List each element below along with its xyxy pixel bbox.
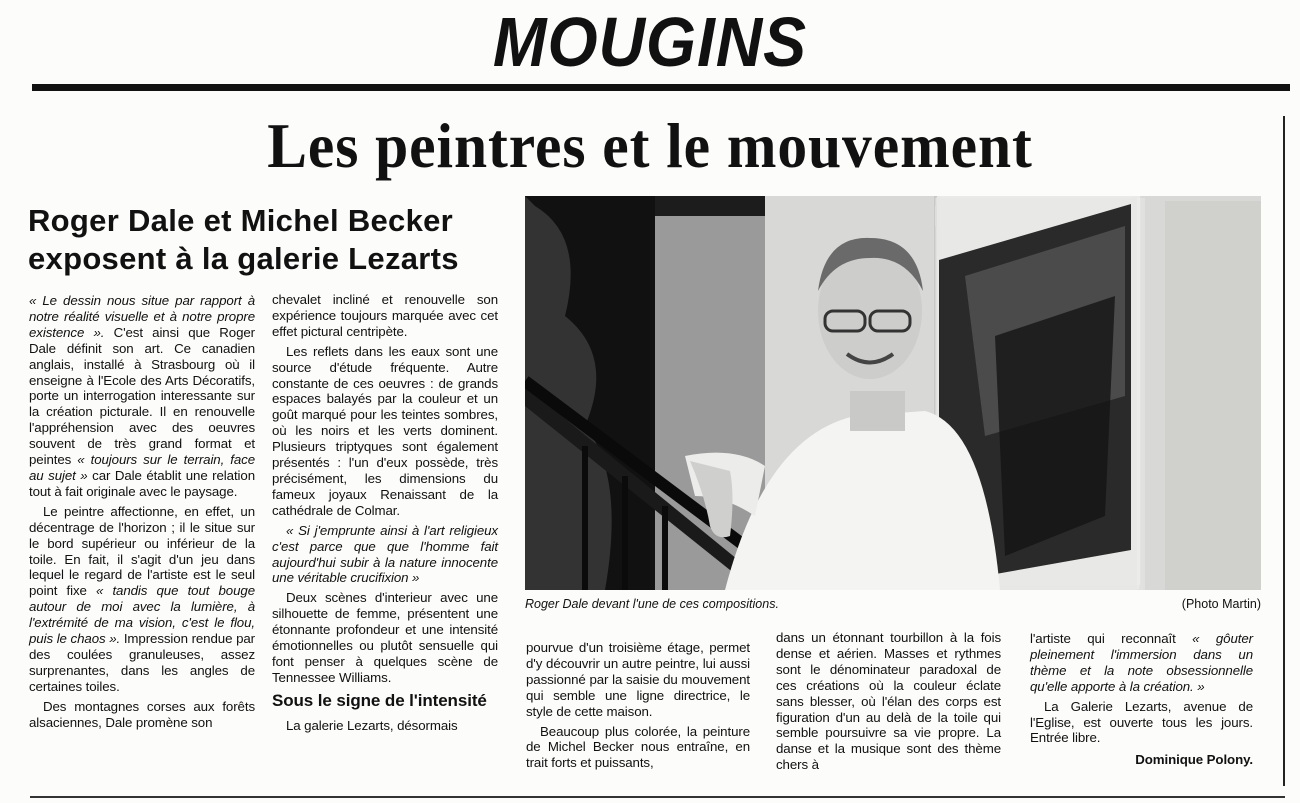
quote: « gôuter pleinement l'immersion dans un thème et la note obsessionnelle qu'elle apporte à la création. » bbox=[1030, 631, 1253, 694]
article-column-3 bbox=[526, 640, 750, 775]
paragraph: Les reflets dans les eaux sont une source d'étude fréquente. Autre constante de ces oeuvres : de grands espaces balayés par la couleur et un goût marqué pour les teintes sombres, où les noirs et les verts dominent. Plusieurs triptyques sont également présentés : l'un d'eux possède, très précisément, les dimensions du fameux joyaux Renaissant de la cathédrale de Colmar. bbox=[272, 343, 498, 518]
quote: « tandis que tout bouge autour de moi avec la lumière, à l'extrémité de ma vision, c'est le flou, puis le chaos ». bbox=[29, 583, 255, 647]
subheading: Sous le signe de l'intensité bbox=[272, 690, 487, 710]
quote: « Si j'emprunte ainsi à l'art religieux c'est parce que que l'homme fait aujourd'hui subir à la nature innocente une véritable crucifixion » bbox=[272, 522, 498, 586]
paragraph: Beaucoup plus colorée, la peinture de Michel Becker nous entraîne, en trait forts et puissants, bbox=[526, 723, 750, 771]
paragraph: Deux scènes d'interieur avec une silhouette de femme, présentent une étonnante profondeur et une intensité émotionnelles ou plutôt sensuelle qui font penser à quelques scène de Tennessee Williams. bbox=[272, 590, 498, 685]
article-photo bbox=[525, 196, 1261, 590]
paragraph-text: C'est ainsi que Roger Dale définit son art. Ce canadien anglais, installé à Strasbourg où il enseigne à l'Ecole des Arts Décoratifs, porte un interrogation interessante sur la création picturale. Il en renouvelle l'appréhension avec des oeuvres souvent de très grand format et peintes bbox=[29, 324, 255, 468]
paragraph-text: Impression rendue par des coulées granuleuses, assez surprenantes, dans les angles de certaines toiles. bbox=[29, 631, 255, 694]
article-column-1 bbox=[29, 293, 255, 734]
paragraph: La Galerie Lezarts, avenue de l'Eglise, est ouverte tous les jours. Entrée libre. bbox=[1030, 698, 1253, 746]
paragraph bbox=[1030, 631, 1253, 695]
quote: « Le dessin nous situe par rapport à notre réalité visuelle et à notre propre existence ». bbox=[29, 293, 255, 340]
article-deck: Roger Dale et Michel Becker exposent à la galerie Lezarts bbox=[28, 203, 459, 276]
paragraph: dans un étonnant tourbillon à la fois dense et aérien. Masses et rythmes sont le dénominateur paradoxal de ces créations où la couleur éclate sans blesser, où l'élan des corps est figuration d'un au delà de la toile qui semble poursuivre sa vie propre. La danse et la musique sont des thème chers à bbox=[776, 630, 1001, 773]
article-column-4 bbox=[776, 630, 1001, 777]
photo-caption: Roger Dale devant l'une de ces compositions. bbox=[525, 597, 779, 611]
bottom-rule bbox=[30, 796, 1285, 798]
paragraph: Des montagnes corses aux forêts alsaciennes, Dale promène son bbox=[29, 698, 255, 730]
paragraph: La galerie Lezarts, désormais bbox=[286, 717, 458, 733]
author-signature: Dominique Polony. bbox=[1135, 752, 1253, 768]
photo-credit: (Photo Martin) bbox=[1181, 597, 1261, 611]
top-rule bbox=[32, 84, 1290, 91]
paragraph-text: Le peintre affectionne, en effet, un décentrage de l'horizon ; il le situe sur le bord supérieur ou inférieur de la toile. En fait, il s'agit d'un jeu dans lequel le regard de l'artiste est le seul point fixe bbox=[29, 503, 255, 599]
article-column-5 bbox=[1030, 631, 1253, 772]
paragraph: chevalet incliné et renouvelle son expérience toujours marquée avec cet effet pictural centripète. bbox=[272, 292, 498, 339]
paragraph bbox=[29, 504, 255, 695]
article-column-2 bbox=[272, 292, 498, 738]
section-title: MOUGINS bbox=[492, 3, 808, 81]
paragraph: pourvue d'un troisième étage, permet d'y découvrir un autre peintre, lui aussi passionné par la saisie du mouvement qui semble une ligne directrice, le style de cette maison. bbox=[526, 640, 750, 719]
quote: « toujours sur le terrain, face au sujet » bbox=[29, 452, 255, 483]
paragraph-text: l'artiste qui reconnaît bbox=[1030, 631, 1193, 646]
paragraph-text: car Dale établit une relation tout à fait originale avec le paysage. bbox=[29, 467, 255, 499]
photo-image bbox=[525, 196, 1261, 590]
paragraph bbox=[272, 523, 498, 587]
right-column-rule bbox=[1283, 116, 1285, 786]
paragraph bbox=[29, 293, 255, 500]
article-headline: Les peintres et le mouvement bbox=[267, 110, 1033, 181]
